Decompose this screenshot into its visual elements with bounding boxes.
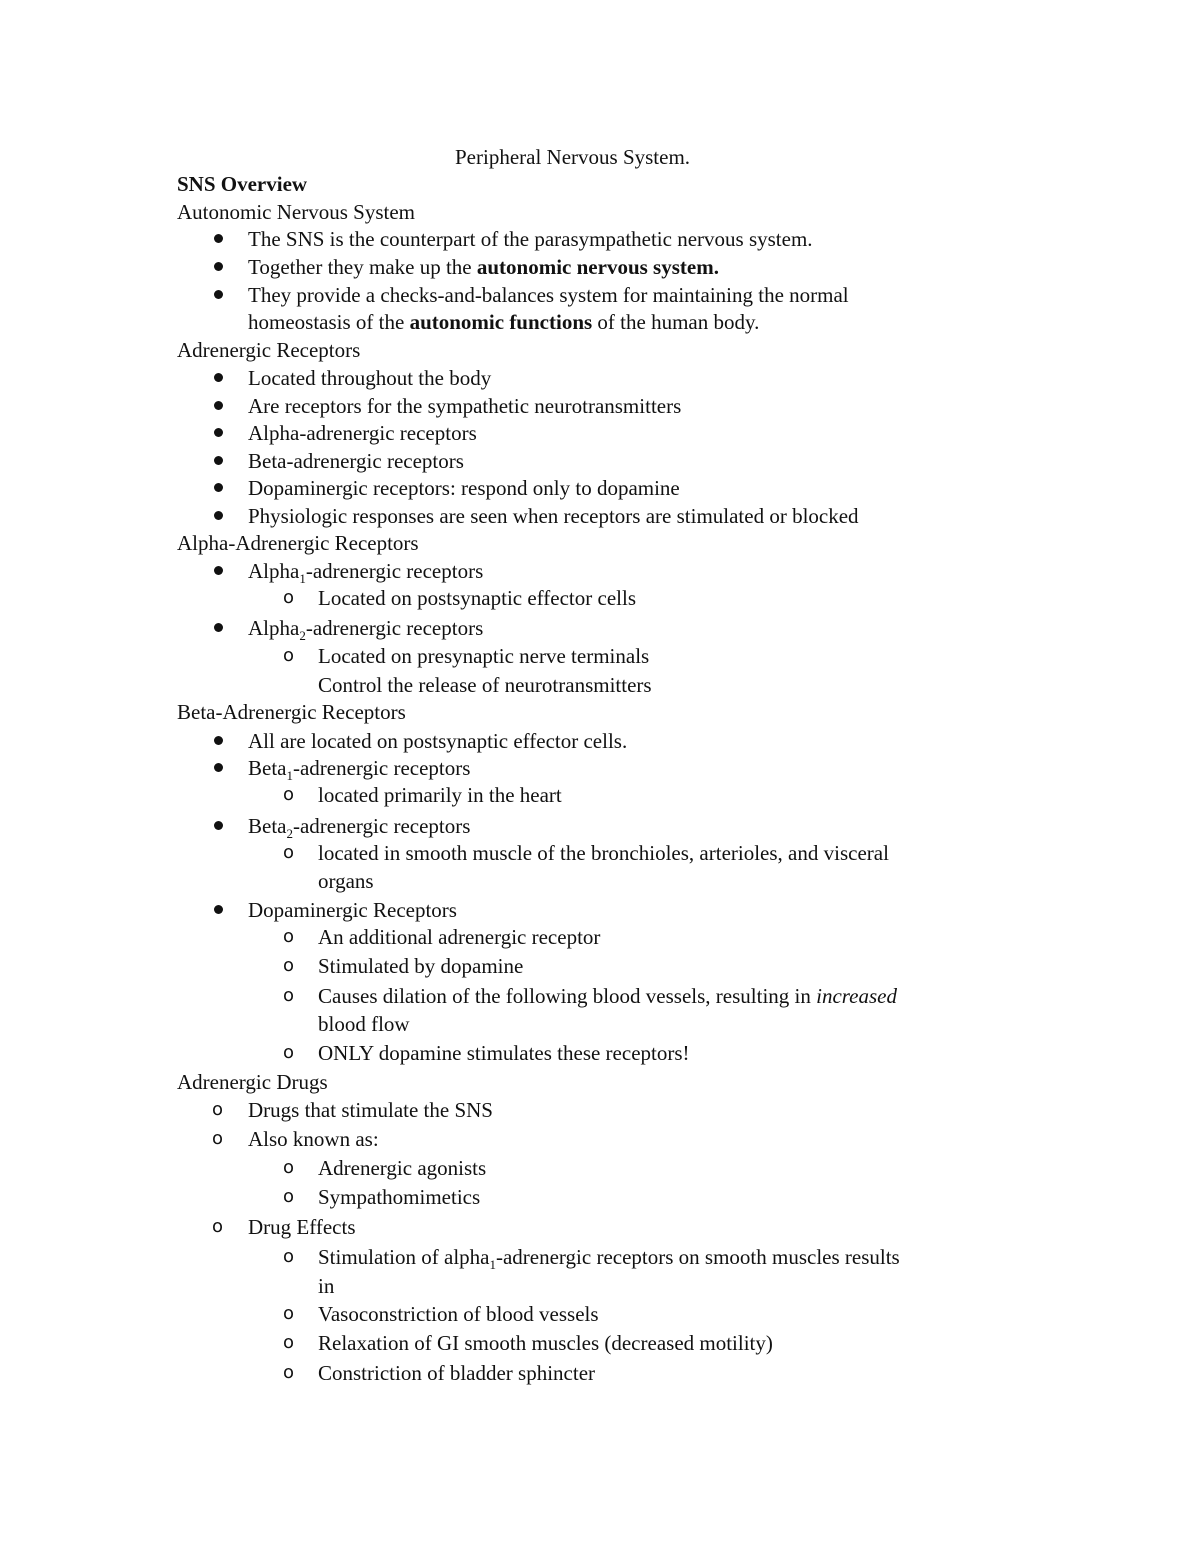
sub-bullet-icon: o — [283, 985, 295, 1006]
sub-list-item-continuation: organs — [318, 869, 374, 893]
sub-bullet-icon: o — [283, 1303, 295, 1324]
sub-list-item: Stimulated by dopamine — [318, 954, 524, 978]
list-item: The SNS is the counterpart of the parasympathetic nervous system. — [248, 227, 813, 251]
list-item: Located throughout the body — [248, 366, 492, 390]
list-item: Drugs that stimulate the SNS — [248, 1098, 493, 1122]
sub-bullet-icon: o — [283, 587, 295, 608]
list-item: Beta$_2$-adrenergic receptors — [248, 814, 471, 842]
sub-list-item: An additional adrenergic receptor — [318, 925, 601, 949]
sub-list-item-continuation: blood flow — [318, 1012, 410, 1036]
bullet-icon — [214, 290, 223, 299]
sub-bullet-icon: o — [283, 784, 295, 805]
list-item: All are located on postsynaptic effector cells. — [248, 729, 628, 753]
list-item: Beta$_1$-adrenergic receptors — [248, 756, 471, 784]
heading-beta-adrenergic-receptors: Beta-Adrenergic Receptors — [177, 700, 406, 724]
list-item-continuation: homeostasis of the autonomic functions of the human body. — [248, 310, 760, 334]
bullet-icon — [214, 736, 223, 745]
sub-bullet-icon: o — [212, 1128, 224, 1149]
sub-bullet-icon: o — [283, 645, 295, 666]
sub-bullet-icon: o — [283, 1042, 295, 1063]
heading-adrenergic-receptors: Adrenergic Receptors — [177, 338, 361, 362]
sub-list-item: Vasoconstriction of blood vessels — [318, 1302, 599, 1326]
heading-autonomic-nervous-system: Autonomic Nervous System — [177, 200, 415, 224]
sub-bullet-icon: o — [283, 1332, 295, 1353]
sub-bullet-icon: o — [283, 1246, 295, 1267]
bullet-icon — [214, 623, 223, 632]
sub-bullet-icon: o — [283, 1362, 295, 1383]
sub-list-item: located in smooth muscle of the bronchioles, arterioles, and visceral — [318, 841, 889, 865]
bullet-icon — [214, 373, 223, 382]
list-item: They provide a checks-and-balances system for maintaining the normal — [248, 283, 849, 307]
list-item: Physiologic responses are seen when receptors are stimulated or blocked — [248, 504, 859, 528]
sub-list-item: ONLY dopamine stimulates these receptors! — [318, 1041, 690, 1065]
bullet-icon — [214, 566, 223, 575]
sub-bullet-icon: o — [283, 1157, 295, 1178]
bullet-icon — [214, 262, 223, 271]
sub-list-item-continuation: in — [318, 1274, 335, 1298]
sub-list-item: Sympathomimetics — [318, 1185, 481, 1209]
page-title: Peripheral Nervous System. — [455, 145, 691, 169]
bullet-icon — [214, 511, 223, 520]
heading-alpha-adrenergic-receptors: Alpha-Adrenergic Receptors — [177, 531, 419, 555]
bullet-icon — [214, 428, 223, 437]
heading-adrenergic-drugs: Adrenergic Drugs — [177, 1070, 328, 1094]
sub-list-item: Causes dilation of the following blood vessels, resulting in increased — [318, 984, 897, 1008]
sub-bullet-icon: o — [283, 955, 295, 976]
list-item: Dopaminergic receptors: respond only to dopamine — [248, 476, 680, 500]
list-item: Dopaminergic Receptors — [248, 898, 457, 922]
section-heading-sns-overview: SNS Overview — [177, 172, 308, 196]
list-item: Alpha$_2$-adrenergic receptors — [248, 616, 484, 644]
bullet-icon — [214, 234, 223, 243]
bullet-icon — [214, 763, 223, 772]
sub-list-item: located primarily in the heart — [318, 783, 562, 807]
sub-list-item: Adrenergic agonists — [318, 1156, 487, 1180]
list-item: Beta-adrenergic receptors — [248, 449, 464, 473]
sub-list-item: Constriction of bladder sphincter — [318, 1361, 596, 1385]
bullet-icon — [214, 821, 223, 830]
list-item: Are receptors for the sympathetic neurotransmitters — [248, 394, 682, 418]
list-item: Together they make up the autonomic nervous system. — [248, 255, 719, 279]
list-item: Drug Effects — [248, 1215, 356, 1239]
sub-list-item-continuation: Control the release of neurotransmitters — [318, 673, 652, 697]
sub-list-item: Located on presynaptic nerve terminals — [318, 644, 650, 668]
list-item: Alpha-adrenergic receptors — [248, 421, 477, 445]
sub-list-item: Relaxation of GI smooth muscles (decreased motility) — [318, 1331, 773, 1355]
sub-bullet-icon: o — [283, 1186, 295, 1207]
bullet-icon — [214, 401, 223, 410]
bullet-icon — [214, 483, 223, 492]
list-item: Also known as: — [248, 1127, 379, 1151]
sub-bullet-icon: o — [212, 1099, 224, 1120]
list-item: Alpha$_1$-adrenergic receptors — [248, 559, 484, 587]
sub-bullet-icon: o — [283, 926, 295, 947]
bullet-icon — [214, 905, 223, 914]
sub-list-item: Stimulation of alpha$_1$-adrenergic receptors on smooth muscles results — [318, 1245, 900, 1273]
sub-bullet-icon: o — [283, 842, 295, 863]
sub-bullet-icon: o — [212, 1216, 224, 1237]
bullet-icon — [214, 456, 223, 465]
sub-list-item: Located on postsynaptic effector cells — [318, 586, 636, 610]
